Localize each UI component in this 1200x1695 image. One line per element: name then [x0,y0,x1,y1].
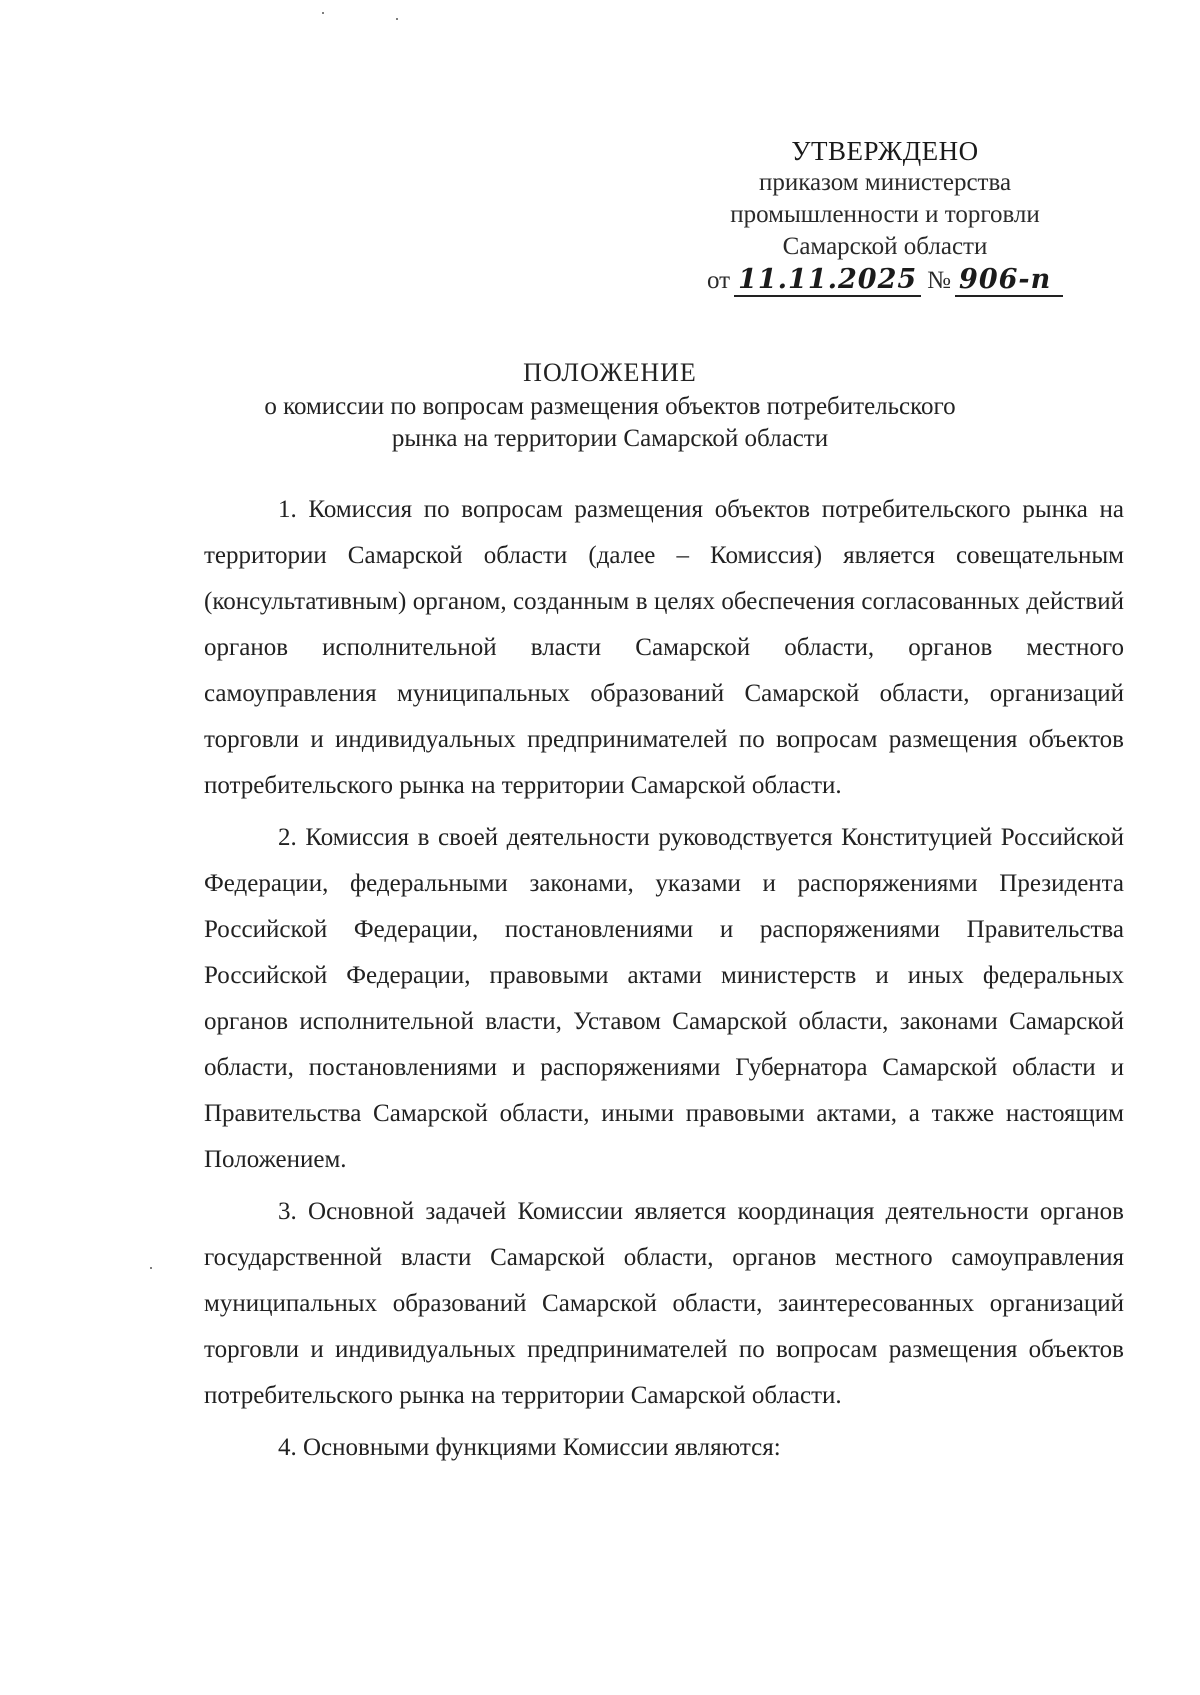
document-body [204,487,1124,1477]
approval-line-2: промышленности и торговли [730,201,1040,228]
paragraph-1: 1. Комиссия по вопросам размещения объектов потребительского рынка на территории Самарской области (далее – Комиссия) является совещательным (консультативным) органом, созданным в целях обеспечения согласованных действий органов исполнительной власти Самарской области, органов местного самоуправления муниципальных образований Самарской области, организаций торговли и индивидуальных предпринимателей по вопросам размещения объектов потребительского рынка на территории Самарской области. [204,496,1124,799]
approval-heading: УТВЕРЖДЕНО [791,136,979,166]
handwritten-date: 11.11.2025 [734,265,921,297]
paragraph-2: 2. Комиссия в своей деятельности руководствуется Конституцией Российской Федерации, федеральными законами, указами и распоряжениями Президента Российской Федерации, постановлениями и распоряжениями Правительства Российской Федерации, правовыми актами министерств и иных федеральных органов исполнительной власти, Уставом Самарской области, законами Самарской области, постановлениями и распоряжениями Губернатора Самарской области и Правительства Самарской области, иными правовыми актами, а также настоящим Положением. [204,824,1124,1173]
approval-stamp-block [690,135,1080,297]
number-prefix: № [927,267,952,294]
scan-speck [322,12,324,14]
scan-speck [150,1267,152,1269]
approval-line-1: приказом министерства [758,169,1012,196]
paragraph-4: 4. Основными функциями Комиссии являются: [278,1434,781,1461]
paragraph-3: 3. Основной задачей Комиссии является координация деятельности органов государственной власти Самарской области, органов местного самоуправления муниципальных образований Самарской области, заинтересованных организаций торговли и индивидуальных предпринимателей по вопросам размещения объектов потребительского рынка на территории Самарской области. [204,1198,1124,1409]
order-reference [690,265,1080,297]
document-subtitle-line-2: рынка на территории Самарской области [391,425,829,452]
handwritten-order-number: 906-п [955,265,1063,297]
approval-line-3: Самарской области [782,233,988,260]
document-heading [160,355,1060,455]
scan-speck [396,18,398,20]
document-subtitle-line-1: о комиссии по вопросам размещения объектов потребительского [264,393,956,420]
date-prefix: от [706,267,731,294]
document-title: ПОЛОЖЕНИЕ [523,358,697,387]
